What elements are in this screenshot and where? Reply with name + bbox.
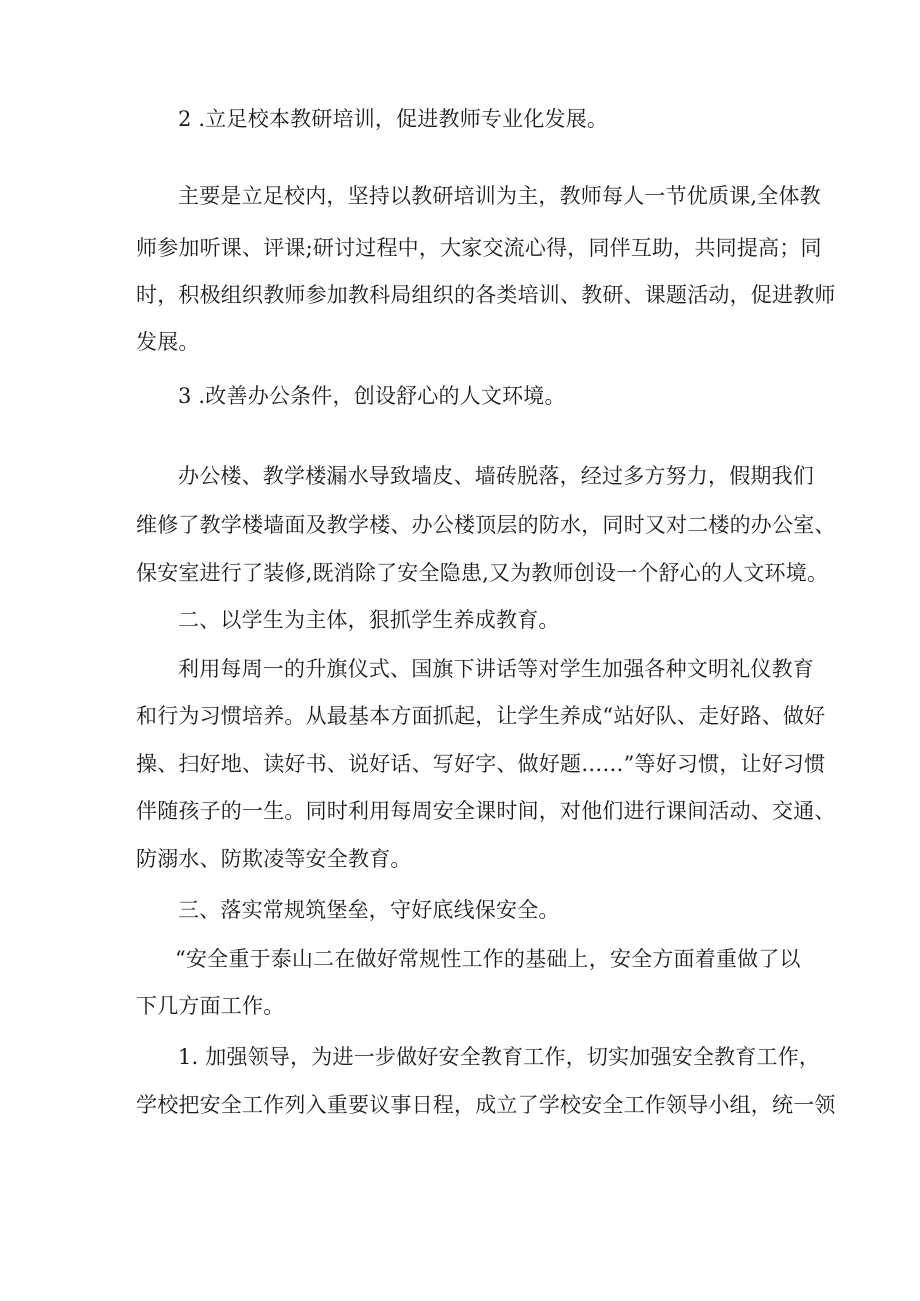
section-heading-students: 二、以学生为主体，狠抓学生养成教育。 bbox=[178, 608, 560, 632]
paragraph-line: 时，积极组织教师参加教科局组织的各类培训、教研、课题活动，促进教师 bbox=[136, 283, 836, 307]
heading-2-school-training: 2 .立足校本教研培训，促进教师专业化发展。 bbox=[178, 107, 609, 131]
paragraph-line: 和行为习惯培养。从最基本方面抓起，让学生养成“站好队、走好路、做好 bbox=[136, 704, 826, 728]
paragraph-line: 师参加听课、评课;研讨过程中，大家交流心得，同伴互助，共同提高；同 bbox=[136, 236, 822, 260]
paragraph-line: “安全重于泰山二在做好常规性工作的基础上，安全方面着重做了以 bbox=[175, 947, 801, 971]
paragraph-line: 维修了教学楼墙面及教学楼、办公楼顶层的防水，同时又对二楼的办公室、 bbox=[136, 513, 836, 537]
heading-3-office-conditions: 3 .改善办公条件，创设舒心的人文环境。 bbox=[178, 384, 566, 408]
paragraph-line: 防溺水、防欺凌等安全教育。 bbox=[136, 847, 412, 871]
paragraph-line: 保安室进行了装修,既消除了安全隐患,又为教师创设一个舒心的人文环境。 bbox=[136, 561, 829, 585]
paragraph-line: 办公楼、教学楼漏水导致墙皮、墙砖脱落，经过多方努力，假期我们 bbox=[178, 464, 814, 488]
paragraph-line: 主要是立足校内，坚持以教研培训为主，教师每人一节优质课,全体教 bbox=[178, 184, 821, 208]
numbered-item-1: 1. 加强领导，为进一步做好安全教育工作，切实加强安全教育工作， bbox=[178, 1045, 821, 1069]
paragraph-line: 发展。 bbox=[136, 330, 200, 354]
paragraph-line: 学校把安全工作列入重要议事日程，成立了学校安全工作领导小组，统一领 bbox=[136, 1093, 836, 1117]
paragraph-line: 下几方面工作。 bbox=[136, 994, 285, 1018]
section-heading-safety: 三、落实常规筑堡垒，守好底线保安全。 bbox=[178, 898, 560, 922]
paragraph-line: 利用每周一的升旗仪式、国旗下讲话等对学生加强各种文明礼仪教育 bbox=[178, 657, 814, 681]
paragraph-line: 操、扫好地、读好书、说好话、写好字、做好题……”等好习惯，让好习惯 bbox=[136, 752, 826, 776]
paragraph-line: 伴随孩子的一生。同时利用每周安全课时间，对他们进行课间活动、交通、 bbox=[136, 799, 836, 823]
